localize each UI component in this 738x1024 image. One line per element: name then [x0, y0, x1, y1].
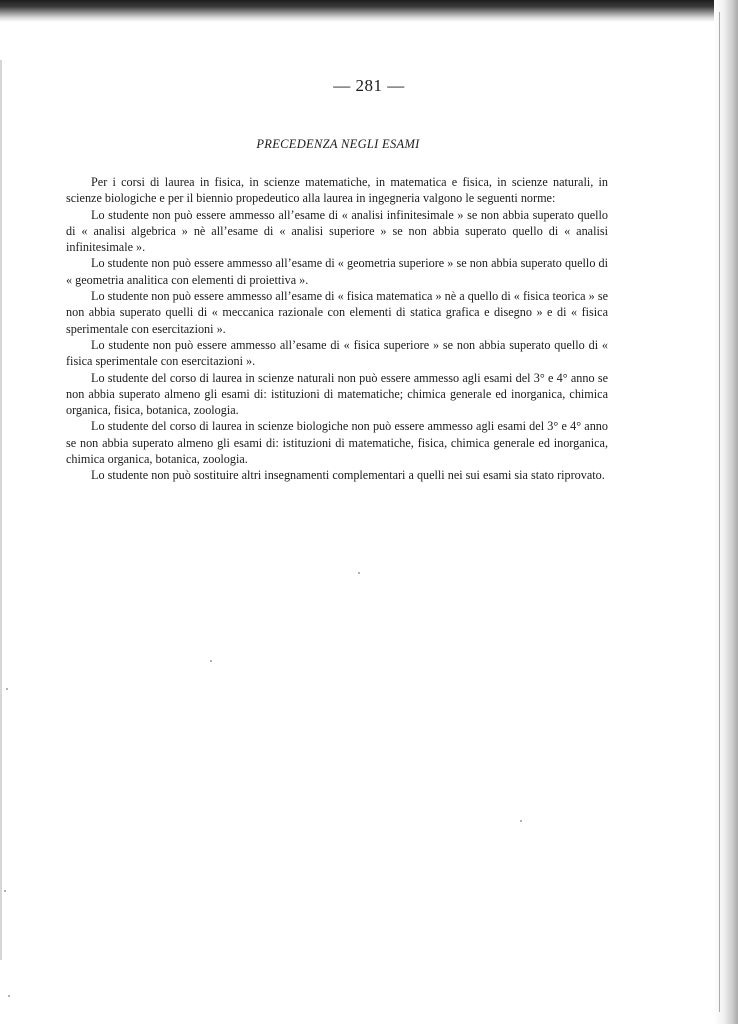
page-number: — 281 —	[333, 76, 405, 95]
paragraph-analisi: Lo studente non può essere ammesso all’esame di « analisi infinitesimale » se non abbia superato quello di « analisi algebrica » nè all’esame di « analisi superiore » se non abbia superato quello di « analisi infinitesimale ».	[66, 207, 608, 255]
paragraph-scienze-biologiche: Lo studente del corso di laurea in scienze biologiche non può essere ammesso agli esami del 3° e 4° anno se non abbia superato almeno gli esami di: istituzioni di matematiche, fisica, chimica generale ed inorganica, chimica organica, botanica, zoologia.	[66, 419, 608, 467]
scan-speck	[8, 995, 10, 997]
document-body	[66, 174, 608, 484]
scan-speck	[210, 660, 212, 662]
scan-speck	[4, 890, 6, 892]
scan-speck	[6, 688, 8, 690]
scan-shadow-top	[0, 0, 738, 22]
scan-shadow-right	[714, 0, 738, 1024]
scan-speck	[358, 572, 360, 574]
paragraph-geometria: Lo studente non può essere ammesso all’esame di « geometria superiore » se non abbia superato quello di « geometria analitica con elementi di proiettiva ».	[66, 256, 608, 287]
paragraph-riprovato: Lo studente non può sostituire altri insegnamenti complementari a quelli nei sui esami sia stato riprovato.	[91, 468, 605, 483]
paragraph-intro: Per i corsi di laurea in fisica, in scienze matematiche, in matematica e fisica, in scienze naturali, in scienze biologiche e per il biennio propedeutico alla laurea in ingegneria valgono le seguenti norme:	[66, 175, 608, 206]
scan-speck	[520, 820, 522, 822]
paragraph-scienze-naturali: Lo studente del corso di laurea in scienze naturali non può essere ammesso agli esami del 3° e 4° anno se non abbia superato almeno gli esami di: istituzioni di matematiche; chimica generale ed inorganica, chimica organica, fisica, botanica, zoologia.	[66, 370, 608, 418]
paragraph-fisica-matematica: Lo studente non può essere ammesso all’esame di « fisica matematica » nè a quello di « fisica teorica » se non abbia superato quelli di « meccanica razionale con elementi di statica grafica e disegno » e di « fisica sperimentale con esercitazioni ».	[66, 289, 608, 336]
paragraph-fisica-superiore: Lo studente non può essere ammesso all’esame di « fisica superiore » se non abbia superato quello di « fisica sperimentale con esercitazioni ».	[66, 337, 608, 369]
scan-edge-right	[719, 12, 720, 1012]
section-title: PRECEDENZA NEGLI ESAMI	[256, 137, 420, 151]
scan-edge-left	[0, 60, 2, 960]
